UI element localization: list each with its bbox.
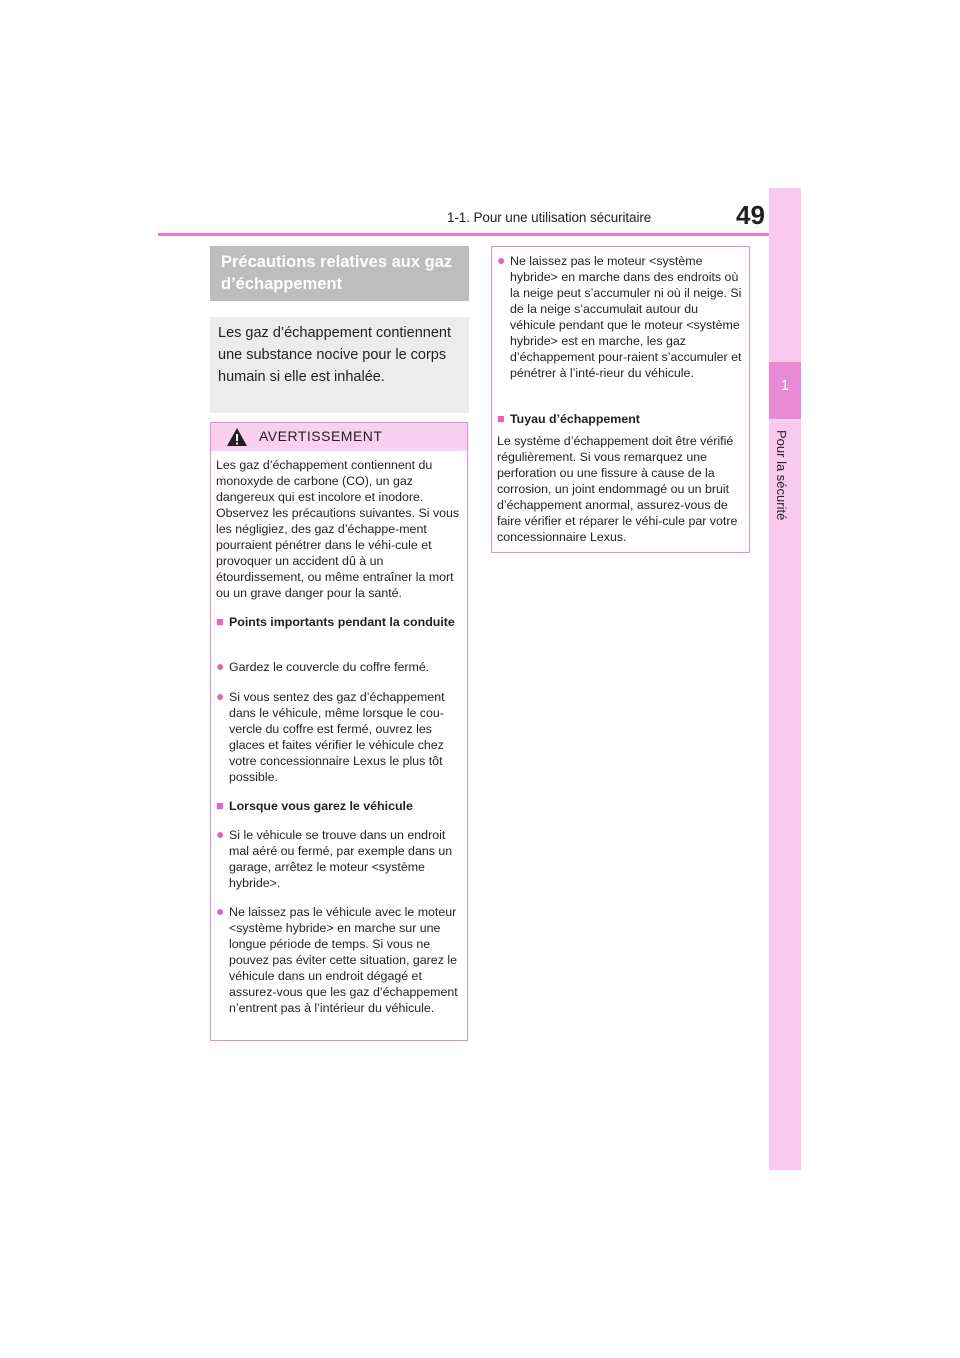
square-bullet-icon: ■ <box>216 798 224 813</box>
warning-header <box>211 423 467 451</box>
bullet-text: Ne laissez pas le moteur <système hybride> en marche dans des endroits où la neige peut s’accumuler ni où il neige. Si de la neige s’accumulait autour du véhicule pendant que le moteur <système hybride> est en marche, les gaz d’échappement pour-raient s’accumuler et pénétrer à l’inté-rieur du véhicule. <box>510 254 742 380</box>
subheading-parking-text: Lorsque vous garez le véhicule <box>229 799 413 813</box>
bullet-text: Gardez le couvercle du coffre fermé. <box>229 660 430 674</box>
section-title: 1-1. Pour une utilisation sécuritaire <box>447 210 652 225</box>
side-tab-strip <box>769 188 801 1170</box>
bullet-text: Ne laissez pas le véhicule avec le moteur <système hybride> en marche sur une longue période de temps. Si vous ne pouvez pas éviter cette situation, garez le véhicule dans un endroit dégagé et assurez-vous que les gaz d’échappement n’entrent pas à l’intérieur du véhicule. <box>229 905 458 1015</box>
warning-box <box>210 422 468 1041</box>
bullet-text: Si le véhicule se trouve dans un endroit mal aéré ou fermé, par exemple dans un garage, arrêtez le moteur <système hybride>. <box>229 828 453 890</box>
round-bullet-icon: ● <box>216 688 225 704</box>
intro-text: Les gaz d’échappement contiennent une substance nocive pour le corps humain si elle est inhalée. <box>218 325 451 385</box>
warning-triangle-icon <box>226 427 248 447</box>
square-bullet-icon: ■ <box>216 614 224 629</box>
subheading-driving-text: Points importants pendant la conduite <box>229 615 455 629</box>
section-heading: Précautions relatives aux gaz d’échappement <box>221 253 453 293</box>
square-bullet-icon: ■ <box>497 411 505 426</box>
warning-intro-paragraph: Les gaz d’échappement contiennent du monoxyde de carbone (CO), un gaz dangereux qui est incolore et inodore. Observez les précautions suivantes. Si vous les négligiez, des gaz d’échappe-ment pourraient pénétrer dans le véhi-cule et provoquer un accident dû à un étourdissement, ou même entraîner la mort ou un grave danger pour la santé. <box>216 458 460 600</box>
chapter-number: 1 <box>780 377 790 394</box>
chapter-label: Pour la sécurité <box>774 430 789 521</box>
intro-box <box>210 317 469 413</box>
warning-title: AVERTISSEMENT <box>259 428 383 444</box>
round-bullet-icon: ● <box>216 903 225 919</box>
section-heading-box <box>210 246 469 301</box>
round-bullet-icon: ● <box>497 252 506 268</box>
round-bullet-icon: ● <box>216 826 225 842</box>
round-bullet-icon: ● <box>216 658 225 674</box>
subheading-exhaust-pipe-text: Tuyau d’échappement <box>510 412 640 426</box>
page-number: 49 <box>736 200 765 230</box>
bullet-text: Si vous sentez des gaz d’échappement dans le véhicule, même lorsque le cou-vercle du coffre est fermé, ouvrez les glaces et faites vérifier le véhicule chez votre concessionnaire Lexus le plus tôt possible. <box>229 690 445 784</box>
warning-continued-box <box>491 246 750 553</box>
exhaust-pipe-paragraph: Le système d’échappement doit être vérifié régulièrement. Si vous remarquez une perforation ou une fissure à cause de la corrosion, un joint endommagé ou un bruit d’échappement anormal, assurez-vous de faire vérifier et réparer le véhi-cule par votre concessionnaire Lexus. <box>497 434 738 544</box>
header-rule <box>158 233 770 236</box>
